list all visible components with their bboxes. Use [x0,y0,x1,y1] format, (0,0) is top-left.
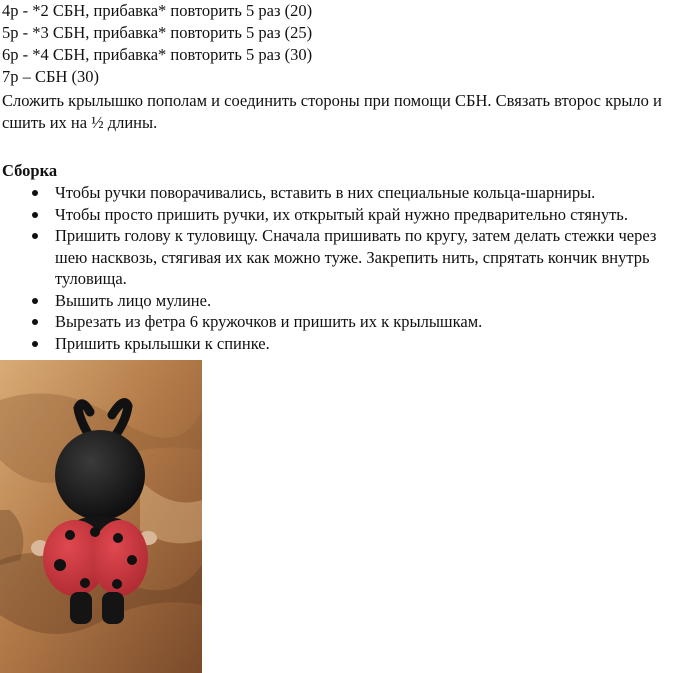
wing-instructions: Сложить крылышко пополам и соединить стороны при помощи СБН. Связать второс крыло и сшить их на ½ длины. [2,91,662,132]
document [2,0,692,354]
list-item: Вышить лицо мулине. [2,290,692,312]
pattern-row: 5р - *3 СБН, прибавка* повторить 5 раз (25) [2,23,313,42]
pattern-row: 4р - *2 СБН, прибавка* повторить 5 раз (20) [2,1,313,20]
assembly-heading: Сборка [2,161,58,180]
list-item: Пришить крылышки к спинке. [2,333,692,355]
list-item: Чтобы просто пришить ручки, их открытый край нужно предварительно стянуть. [2,204,692,226]
ladybug-head [55,430,145,520]
pattern-row: 7р – СБН (30) [2,67,100,86]
ladybug-photo-illustration [0,360,202,673]
leg-right [102,592,124,624]
pattern-row: 6р - *4 СБН, прибавка* повторить 5 раз (30) [2,45,313,64]
leg-left [70,592,92,624]
list-item: Чтобы ручки поворачивались, вставить в них специальные кольца-шарниры. [2,182,692,204]
list-item: Вырезать из фетра 6 кружочков и пришить их к крылышкам. [2,311,692,333]
ladybug-toy-photo [0,360,202,673]
assembly-steps [2,182,692,354]
list-item: Пришить голову к туловищу. Сначала пришивать по кругу, затем делать стежки через шею насквозь, стягивая их как можно туже. Закрепить нить, спрятать кончик внутрь туловища. [2,225,692,290]
